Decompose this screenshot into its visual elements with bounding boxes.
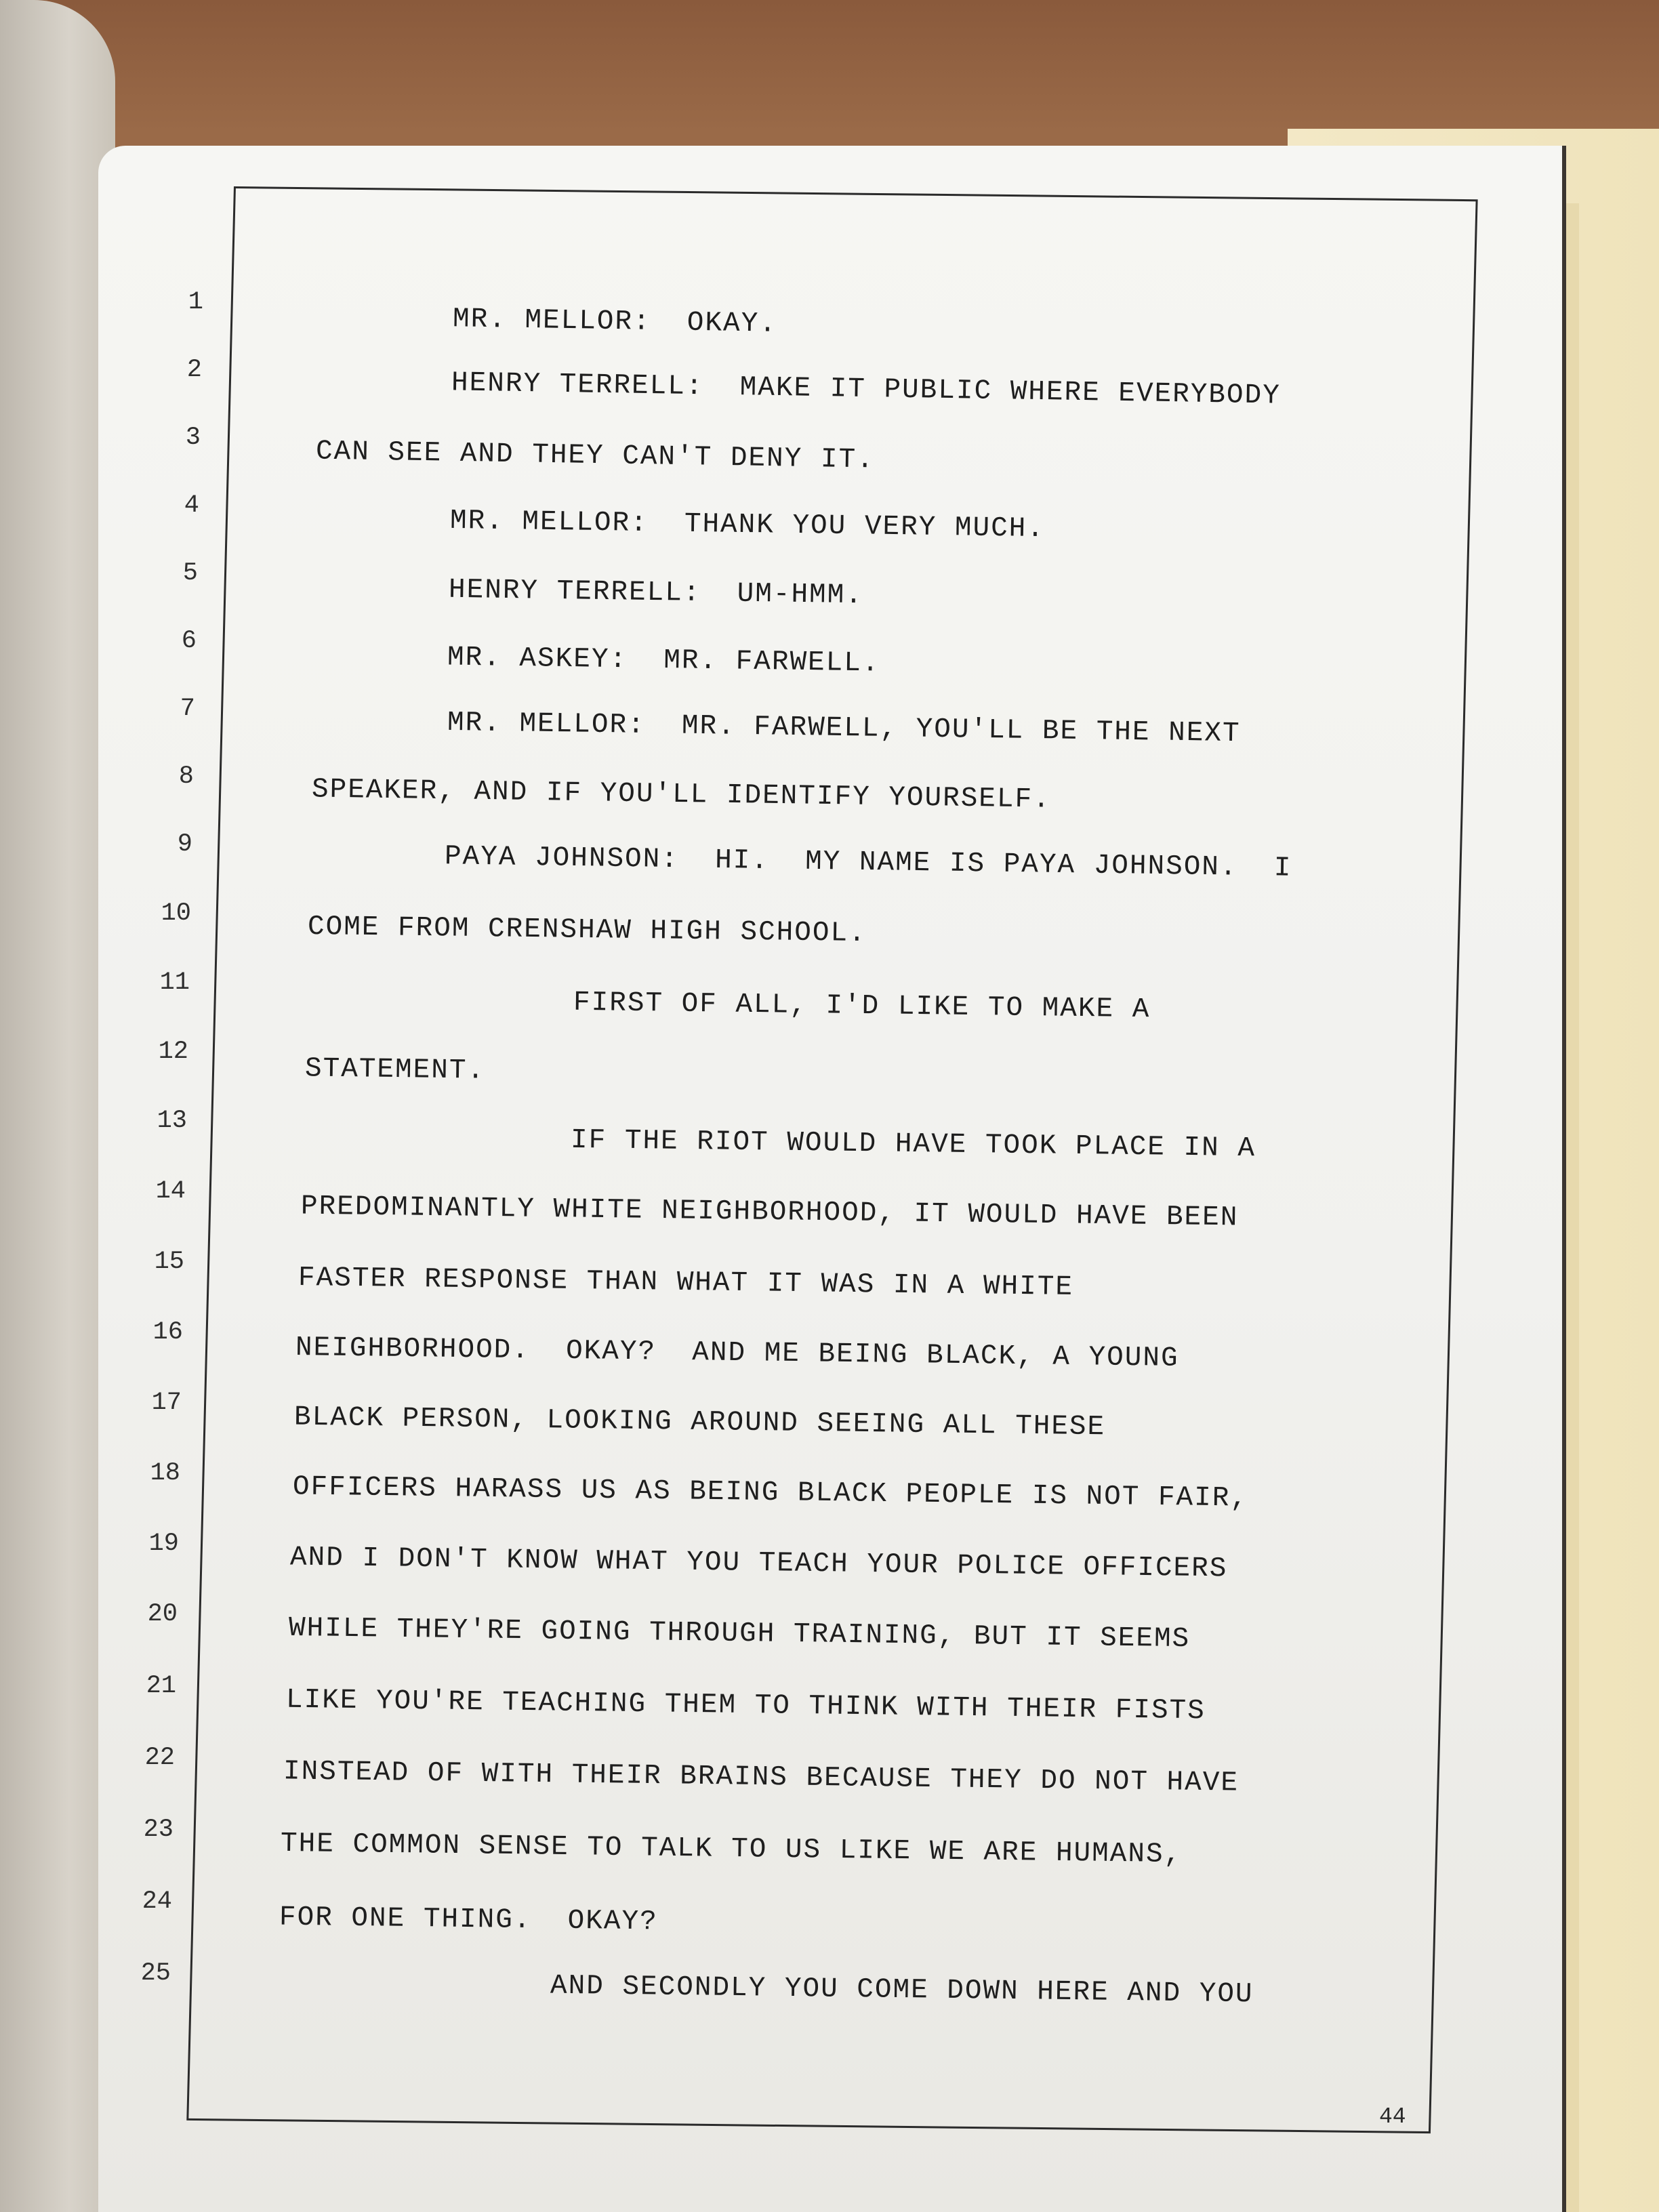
line-number: 10 [161, 899, 191, 928]
transcript-line: CAN SEE AND THEY CAN'T DENY IT. [315, 436, 876, 476]
line-number: 9 [177, 830, 192, 859]
line-number: 12 [158, 1038, 188, 1066]
line-number: 18 [150, 1459, 180, 1488]
line-number: 21 [146, 1672, 176, 1700]
transcript-line: IF THE RIOT WOULD HAVE TOOK PLACE IN A [570, 1124, 1256, 1165]
line-number: 11 [159, 968, 190, 997]
line-number: 1 [188, 288, 203, 316]
line-number: 8 [178, 762, 194, 791]
transcript-line: SPEAKER, AND IF YOU'LL IDENTIFY YOURSELF. [311, 774, 1052, 816]
page-number: 44 [1379, 2104, 1406, 2129]
line-number: 22 [144, 1744, 175, 1772]
line-number: 15 [154, 1248, 184, 1276]
transcript-line: LIKE YOU'RE TEACHING THEM TO THINK WITH THEIR FISTS [285, 1684, 1206, 1727]
transcript-line: INSTEAD OF WITH THEIR BRAINS BECAUSE THEY DO NOT HAVE [283, 1756, 1240, 1799]
transcript-line: WHILE THEY'RE GOING THROUGH TRAINING, BUT IT SEEMS [288, 1612, 1191, 1656]
transcript-line: MR. MELLOR: THANK YOU VERY MUCH. [449, 505, 1046, 546]
transcript-line: NEIGHBORHOOD. OKAY? AND ME BEING BLACK, A YOUNG [295, 1332, 1179, 1374]
transcript-line: AND SECONDLY YOU COME DOWN HERE AND YOU [550, 1970, 1254, 2011]
transcript-line: FOR ONE THING. OKAY? [279, 1902, 658, 1938]
line-number: 5 [182, 559, 198, 588]
transcript-line: COME FROM CRENSHAW HIGH SCHOOL. [307, 911, 867, 950]
line-number: 3 [185, 424, 201, 452]
line-number: 13 [157, 1107, 187, 1135]
transcript-line: MR. MELLOR: OKAY. [452, 304, 778, 340]
line-number: 7 [180, 695, 195, 723]
transcript-line: THE COMMON SENSE TO TALK TO US LIKE WE ARE HUMANS, [280, 1828, 1183, 1871]
transcript-line: MR. ASKEY: MR. FARWELL. [447, 642, 880, 680]
line-number: 14 [155, 1177, 186, 1206]
line-number: 17 [151, 1389, 182, 1417]
line-number: 2 [186, 356, 202, 384]
transcript-line: FIRST OF ALL, I'D LIKE TO MAKE A [573, 987, 1151, 1026]
line-number: 23 [143, 1816, 173, 1844]
transcript-line: HENRY TERRELL: UM-HMM. [448, 574, 864, 612]
transcript-line: AND I DON'T KNOW WHAT YOU TEACH YOUR POLICE OFFICERS [289, 1542, 1228, 1585]
transcript-line: FASTER RESPONSE THAN WHAT IT WAS IN A WHITE [298, 1263, 1074, 1303]
transcript-line: MR. MELLOR: MR. FARWELL, YOU'LL BE THE NEXT [447, 707, 1241, 750]
line-number: 4 [184, 491, 199, 520]
line-number: 20 [147, 1600, 178, 1629]
line-number: 19 [148, 1530, 179, 1558]
transcript-line: HENRY TERRELL: MAKE IT PUBLIC WHERE EVERYBODY [451, 367, 1282, 412]
line-number: 25 [140, 1959, 171, 1988]
line-number: 24 [142, 1887, 172, 1916]
line-number: 16 [152, 1318, 183, 1347]
transcript-line: STATEMENT. [304, 1053, 486, 1087]
line-number: 6 [181, 627, 197, 655]
transcript-line: PAYA JOHNSON: HI. MY NAME IS PAYA JOHNSON. I [444, 841, 1292, 884]
transcript-line: OFFICERS HARASS US AS BEING BLACK PEOPLE IS NOT FAIR, [292, 1471, 1249, 1515]
transcript-line: BLACK PERSON, LOOKING AROUND SEEING ALL THESE [293, 1401, 1106, 1443]
transcript-line: PREDOMINANTLY WHITE NEIGHBORHOOD, IT WOULD HAVE BEEN [300, 1191, 1239, 1234]
